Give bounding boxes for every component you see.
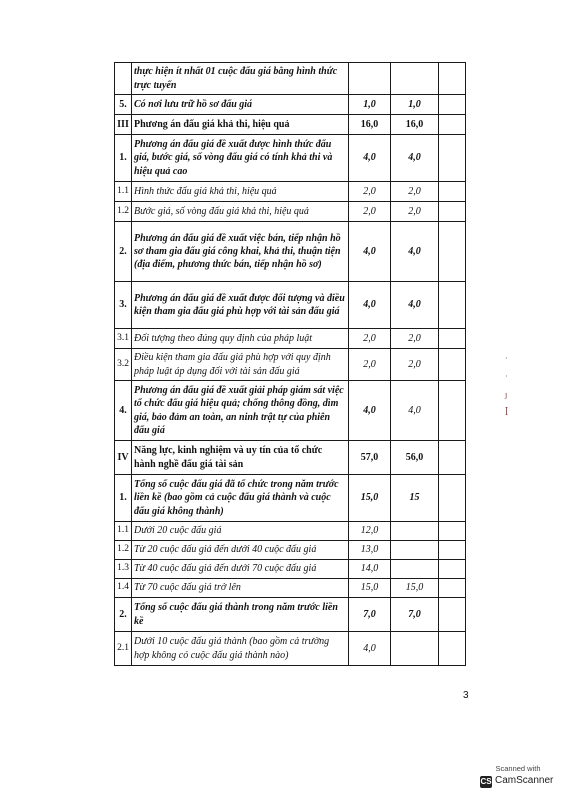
row-description: Bước giá, số vòng đấu giá khả thi, hiệu quả <box>132 202 349 222</box>
camscanner-brand: CamScanner <box>495 775 554 786</box>
margin-marks <box>505 350 508 422</box>
row-number: 1.3 <box>115 560 132 579</box>
row-number: 3.1 <box>115 329 132 349</box>
awarded-score <box>391 63 439 95</box>
empty-cell <box>439 541 466 560</box>
row-description: Từ 70 cuộc đấu giá trở lên <box>132 579 349 598</box>
awarded-score: 2,0 <box>391 182 439 202</box>
cs-logo-icon: CS <box>480 777 492 786</box>
row-description: Năng lực, kinh nghiệm và uy tín của tổ chức hành nghề đấu giá tài sản <box>132 441 349 475</box>
row-description: Điều kiện tham gia đấu giá phù hợp với quy định pháp luật áp dụng đối với tài sản đấu giá <box>132 349 349 381</box>
empty-cell <box>439 63 466 95</box>
table-row <box>115 95 466 115</box>
max-score: 2,0 <box>349 182 391 202</box>
row-number: 1. <box>115 135 132 182</box>
page-number: 3 <box>463 690 469 701</box>
table-row <box>115 135 466 182</box>
margin-mark: · <box>505 354 508 363</box>
table-row <box>115 115 466 135</box>
max-score: 4,0 <box>349 135 391 182</box>
row-number: 1.1 <box>115 522 132 541</box>
row-number: 2. <box>115 222 132 282</box>
awarded-score: 2,0 <box>391 349 439 381</box>
empty-cell <box>439 598 466 632</box>
row-number: 4. <box>115 381 132 441</box>
table-row <box>115 329 466 349</box>
empty-cell <box>439 349 466 381</box>
row-number: 2.1 <box>115 632 132 666</box>
row-description: Dưới 10 cuộc đấu giá thành (bao gồm cả trường hợp không có cuộc đấu giá thành nào) <box>132 632 349 666</box>
awarded-score: 4,0 <box>391 282 439 329</box>
max-score: 4,0 <box>349 222 391 282</box>
awarded-score <box>391 632 439 666</box>
empty-cell <box>439 441 466 475</box>
awarded-score <box>391 522 439 541</box>
empty-cell <box>439 95 466 115</box>
table-row <box>115 182 466 202</box>
row-description: thực hiện ít nhất 01 cuộc đấu giá bằng hình thức trực tuyến <box>132 63 349 95</box>
row-description: Phương án đấu giá đề xuất được đối tượng và điều kiện tham gia đấu giá phù hợp với tài sản đấu giá <box>132 282 349 329</box>
awarded-score: 2,0 <box>391 202 439 222</box>
awarded-score: 2,0 <box>391 329 439 349</box>
table-row <box>115 598 466 632</box>
max-score: 1,0 <box>349 95 391 115</box>
max-score: 57,0 <box>349 441 391 475</box>
row-description: Hình thức đấu giá khả thi, hiệu quả <box>132 182 349 202</box>
max-score: 13,0 <box>349 541 391 560</box>
empty-cell <box>439 202 466 222</box>
row-number: 3. <box>115 282 132 329</box>
row-number: III <box>115 115 132 135</box>
table-row <box>115 522 466 541</box>
awarded-score: 4,0 <box>391 135 439 182</box>
awarded-score <box>391 541 439 560</box>
max-score: 15,0 <box>349 579 391 598</box>
margin-mark: ȷ <box>505 390 508 399</box>
table-row <box>115 475 466 522</box>
row-number <box>115 63 132 95</box>
table-row <box>115 632 466 666</box>
row-description: Dưới 20 cuộc đấu giá <box>132 522 349 541</box>
max-score: 14,0 <box>349 560 391 579</box>
row-description: Phương án đấu giá đề xuất giải pháp giám sát việc tổ chức đấu giá hiệu quả; chống thông đồng, dìm giá, bảo đảm an toàn, an ninh trật tự của phiên đấu giá <box>132 381 349 441</box>
row-description: Đối tượng theo đúng quy định của pháp luật <box>132 329 349 349</box>
row-description: Phương án đấu giá đề xuất việc bán, tiếp nhận hồ sơ tham gia đấu giá công khai, khả thi, thuận tiện (địa điểm, phương thức bán, tiếp nhận hồ sơ) <box>132 222 349 282</box>
awarded-score: 4,0 <box>391 381 439 441</box>
row-number: 1.1 <box>115 182 132 202</box>
empty-cell <box>439 560 466 579</box>
table-row <box>115 381 466 441</box>
max-score: 2,0 <box>349 329 391 349</box>
table-row <box>115 222 466 282</box>
row-description: Tổng số cuộc đấu giá đã tổ chức trong năm trước liền kề (bao gồm cả cuộc đấu giá thành và cuộc đấu giá không thành) <box>132 475 349 522</box>
empty-cell <box>439 579 466 598</box>
row-number: IV <box>115 441 132 475</box>
max-score: 7,0 <box>349 598 391 632</box>
table-row <box>115 282 466 329</box>
row-description: Tổng số cuộc đấu giá thành trong năm trước liền kề <box>132 598 349 632</box>
awarded-score: 7,0 <box>391 598 439 632</box>
camscanner-watermark <box>477 764 559 794</box>
max-score: 15,0 <box>349 475 391 522</box>
row-number: 2. <box>115 598 132 632</box>
max-score: 2,0 <box>349 349 391 381</box>
max-score: 4,0 <box>349 381 391 441</box>
table-row <box>115 202 466 222</box>
empty-cell <box>439 329 466 349</box>
empty-cell <box>439 115 466 135</box>
table-row <box>115 63 466 95</box>
table-row <box>115 541 466 560</box>
row-number: 3.2 <box>115 349 132 381</box>
awarded-score: 16,0 <box>391 115 439 135</box>
row-description: Từ 20 cuộc đấu giá đến dưới 40 cuộc đấu giá <box>132 541 349 560</box>
row-description: Phương án đấu giá khả thi, hiệu quả <box>132 115 349 135</box>
row-number: 1.2 <box>115 541 132 560</box>
awarded-score: 4,0 <box>391 222 439 282</box>
awarded-score: 1,0 <box>391 95 439 115</box>
row-number: 5. <box>115 95 132 115</box>
row-description: Từ 40 cuộc đấu giá đến dưới 70 cuộc đấu giá <box>132 560 349 579</box>
empty-cell <box>439 222 466 282</box>
criteria-table <box>114 62 466 666</box>
table-row <box>115 579 466 598</box>
row-number: 1.4 <box>115 579 132 598</box>
empty-cell <box>439 381 466 441</box>
row-description: Phương án đấu giá đề xuất được hình thức đấu giá, bước giá, số vòng đấu giá có tính khả thi và hiệu quả cao <box>132 135 349 182</box>
awarded-score: 15,0 <box>391 579 439 598</box>
table-row <box>115 441 466 475</box>
max-score: 4,0 <box>349 632 391 666</box>
awarded-score: 56,0 <box>391 441 439 475</box>
empty-cell <box>439 475 466 522</box>
row-description: Có nơi lưu trữ hồ sơ đấu giá <box>132 95 349 115</box>
row-number: 1. <box>115 475 132 522</box>
max-score: 12,0 <box>349 522 391 541</box>
empty-cell <box>439 632 466 666</box>
table-row <box>115 349 466 381</box>
max-score: 16,0 <box>349 115 391 135</box>
row-number: 1.2 <box>115 202 132 222</box>
empty-cell <box>439 182 466 202</box>
awarded-score: 15 <box>391 475 439 522</box>
max-score: 2,0 <box>349 202 391 222</box>
empty-cell <box>439 522 466 541</box>
margin-mark: · <box>505 372 508 381</box>
awarded-score <box>391 560 439 579</box>
max-score: 4,0 <box>349 282 391 329</box>
empty-cell <box>439 135 466 182</box>
table-row <box>115 560 466 579</box>
margin-mark: ꟾ <box>505 408 509 417</box>
scanned-with-label: Scanned with <box>495 764 541 773</box>
max-score <box>349 63 391 95</box>
empty-cell <box>439 282 466 329</box>
